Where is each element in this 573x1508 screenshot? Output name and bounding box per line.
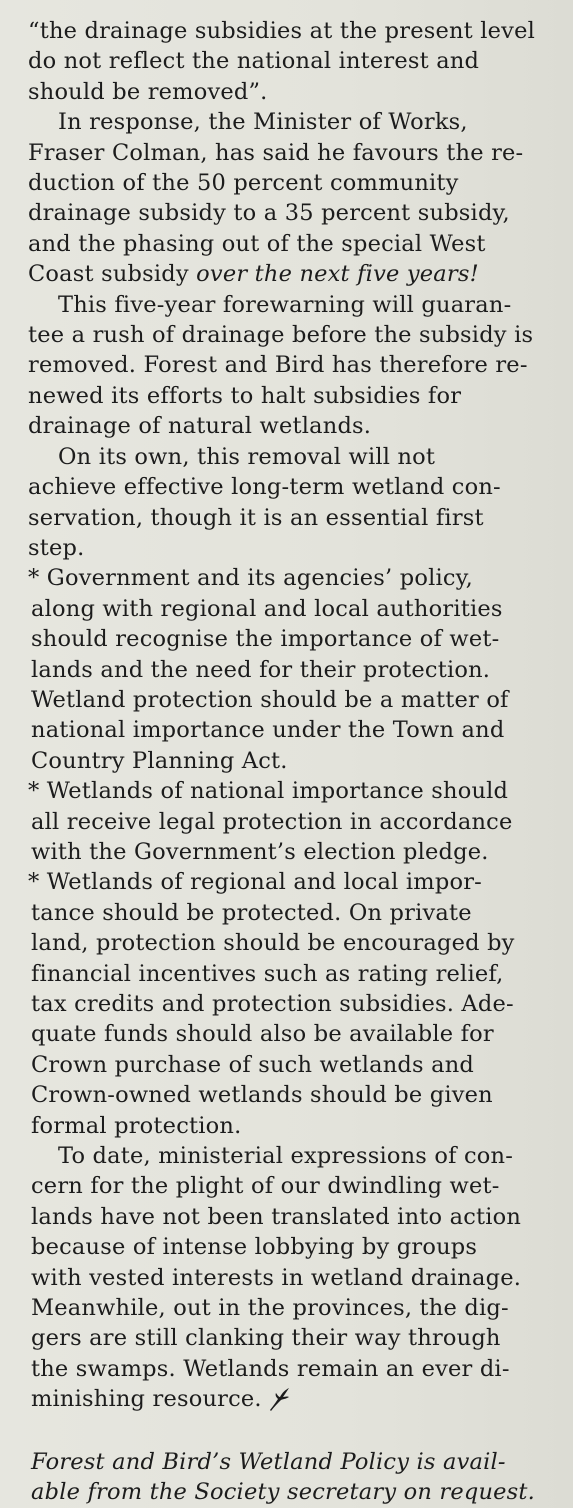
policy-bullet	[28, 867, 538, 1141]
text-line: drainage subsidy to a 35 percent subsidy,	[28, 200, 510, 227]
text-line: do not reflect the national interest and	[28, 48, 480, 75]
text-line: newed its efforts to halt subsidies for	[28, 382, 462, 409]
text-line: lands have not been translated into action	[31, 1203, 522, 1230]
text-line: Crown purchase of such wetlands and	[31, 1051, 475, 1078]
text-line: with vested interests in wetland drainage.	[31, 1264, 522, 1291]
bird-end-mark-icon	[268, 1387, 290, 1411]
text-line: national importance under the Town and	[31, 717, 505, 744]
policy-bullet	[28, 563, 538, 776]
text-line: drainage of natural wetlands.	[28, 413, 372, 440]
text-line: Country Planning Act.	[31, 747, 288, 774]
removal-paragraph	[28, 442, 538, 564]
article-column	[28, 16, 538, 1508]
text-line: “the drainage subsidies at the present level	[28, 18, 536, 44]
plain-text: Coast subsidy	[28, 261, 197, 288]
text-line: tee a rush of drainage before the subsidy is	[28, 322, 534, 349]
quote-paragraph	[28, 16, 538, 107]
text-line: In response, the Minister of Works,	[58, 109, 468, 136]
text-line: Forest and Bird’s Wetland Policy is avail-	[31, 1448, 506, 1475]
text-line: formal protection.	[31, 1112, 242, 1139]
text-line: lands and the need for their protection.	[31, 656, 491, 683]
text-line: all receive legal protection in accordance	[31, 808, 513, 835]
text-line: along with regional and local authorities	[31, 595, 503, 622]
policy-availability-note	[28, 1447, 538, 1508]
text-line	[28, 259, 538, 289]
text-line: tax credits and protection subsidies. Ade-	[31, 991, 514, 1017]
text-line: This five-year forewarning will guaran-	[58, 291, 512, 318]
text-line: Meanwhile, out in the provinces, the dig-	[31, 1295, 509, 1322]
text-line	[28, 1384, 538, 1414]
text-line: servation, though it is an essential first	[28, 504, 484, 531]
spacer	[28, 1415, 538, 1447]
text-line: quate funds should also be available for	[31, 1021, 494, 1048]
emphasis-text: over the next five years!	[196, 261, 479, 288]
text-line: step.	[28, 534, 85, 561]
plain-text: minishing resource.	[31, 1386, 262, 1413]
text-line: On its own, this removal will not	[58, 443, 436, 470]
text-line: cern for the plight of our dwindling wet-	[31, 1173, 500, 1200]
policy-bullet	[28, 776, 538, 867]
text-line: able from the Society secretary on request.	[31, 1479, 535, 1506]
text-line: removed. Forest and Bird has therefore re-	[28, 352, 528, 379]
text-line: duction of the 50 percent community	[28, 170, 459, 197]
text-line: Wetland protection should be a matter of	[31, 686, 509, 713]
text-line: with the Government’s election pledge.	[31, 838, 489, 865]
minister-response-paragraph	[28, 107, 538, 289]
closing-paragraph	[28, 1141, 538, 1415]
text-line: * Government and its agencies’ policy,	[28, 565, 473, 592]
text-line: land, protection should be encouraged by	[31, 930, 515, 957]
text-line: Fraser Colman, has said he favours the re-	[28, 139, 524, 166]
text-line: tance should be protected. On private	[31, 899, 472, 926]
text-line: financial incentives such as rating relief,	[31, 960, 504, 987]
text-line: * Wetlands of national importance should	[28, 778, 509, 805]
text-line: gers are still clanking their way through	[31, 1325, 501, 1352]
forewarning-paragraph	[28, 290, 538, 442]
text-line: * Wetlands of regional and local impor-	[28, 869, 482, 896]
text-line: Crown-owned wetlands should be given	[31, 1082, 493, 1109]
text-line: and the phasing out of the special West	[28, 230, 486, 257]
text-line: the swamps. Wetlands remain an ever di-	[31, 1355, 510, 1382]
text-line: To date, ministerial expressions of con-	[58, 1143, 514, 1170]
text-line: should recognise the importance of wet-	[31, 626, 500, 653]
text-line: because of intense lobbying by groups	[31, 1234, 478, 1261]
text-line: achieve effective long-term wetland con-	[28, 474, 501, 501]
text-line: should be removed”.	[28, 78, 268, 105]
